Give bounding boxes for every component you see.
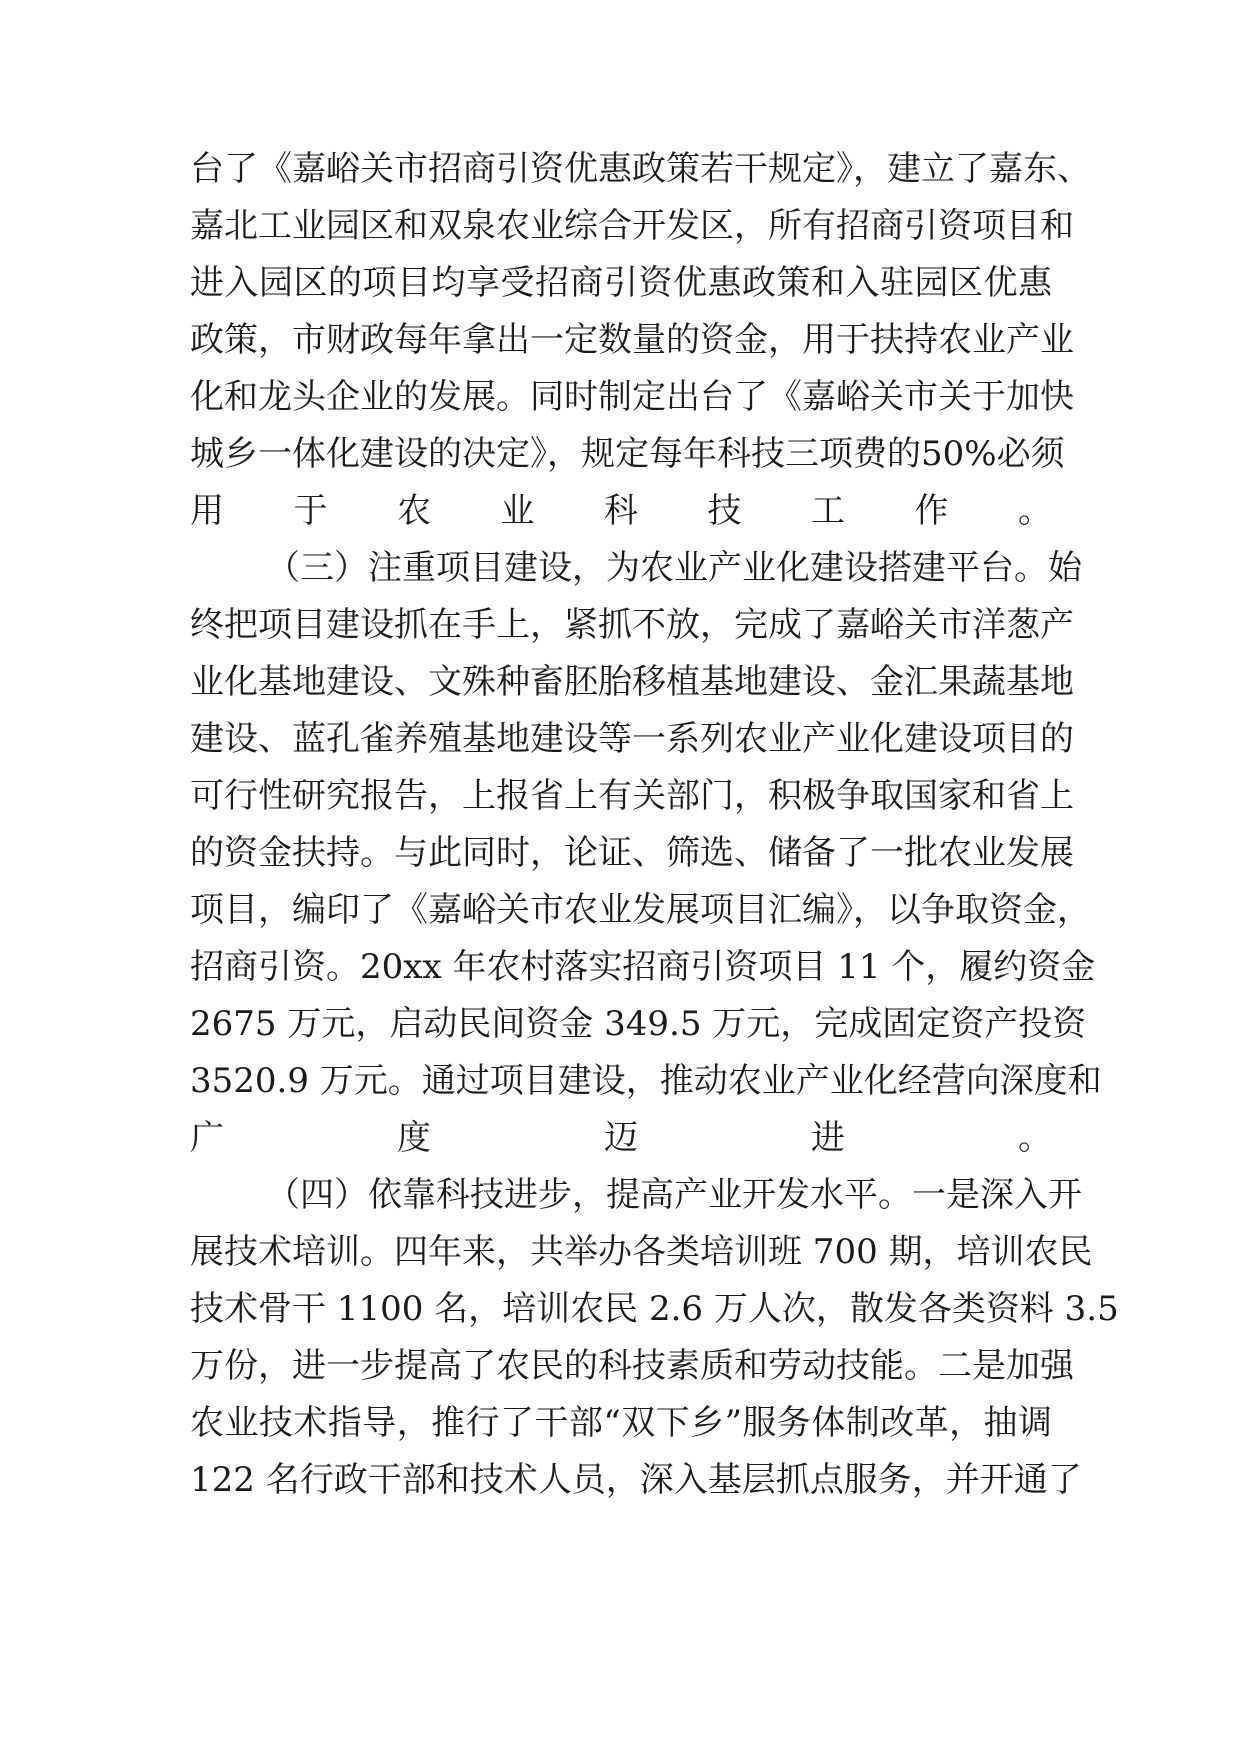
text-line (0, 196, 1241, 256)
text-line (0, 994, 1241, 1054)
text-line-content: 万份，进一步提高了农民的科技素质和劳动技能。二是加强 (190, 1346, 1074, 1386)
text-line-content: （四）依靠科技进步，提高产业开发水平。一是深入开 (266, 1175, 1082, 1215)
text-line (0, 1393, 1241, 1453)
text-line (0, 823, 1241, 883)
text-line (0, 709, 1241, 769)
text-line (0, 310, 1241, 370)
text-line-content: 农业技术指导，推行了干部“双下乡”服务体制改革，抽调 (190, 1403, 1052, 1443)
text-line-content: 终把项目建设抓在手上，紧抓不放，完成了嘉峪关市洋葱产 (190, 605, 1074, 645)
text-line-content: 122 名行政干部和技术人员，深入基层抓点服务，并开通了 (190, 1460, 1082, 1500)
text-line (0, 1222, 1241, 1282)
text-line (0, 1279, 1241, 1339)
text-line (0, 1051, 1241, 1111)
text-line-content: 项目，编印了《嘉峪关市农业发展项目汇编》，以争取资金， (190, 890, 1091, 930)
text-line-content: 政策，市财政每年拿出一定数量的资金，用于扶持农业产业 (190, 320, 1074, 360)
text-line-content: 3520.9 万元。通过项目建设，推动农业产业化经营向深度和 (190, 1061, 1102, 1101)
text-line-content: 技术骨干 1100 名，培训农民 2.6 万人次，散发各类资料 3.5 (190, 1289, 1119, 1329)
text-line (0, 937, 1241, 997)
text-line-content: 城乡一体化建设的决定》，规定每年科技三项费的50%必须 (190, 434, 1065, 474)
text-line (0, 481, 1241, 541)
text-line-content: 招商引资。20xx 年农村落实招商引资项目 11 个，履约资金 (190, 947, 1096, 987)
text-line (0, 652, 1241, 712)
text-line (0, 880, 1241, 940)
text-line-content: 台了《嘉峪关市招商引资优惠政策若干规定》，建立了嘉东、 (190, 149, 1091, 189)
text-line-content: 进入园区的项目均享受招商引资优惠政策和入驻园区优惠 (190, 263, 1052, 303)
text-line (0, 766, 1241, 826)
text-line-content: 展技术培训。四年来，共举办各类培训班 700 期，培训农民 (190, 1232, 1093, 1272)
text-line (0, 1108, 1241, 1168)
text-line (0, 139, 1241, 199)
text-line (0, 595, 1241, 655)
text-line (0, 367, 1241, 427)
text-line-content: 用于农业科技工作。 (190, 491, 1052, 531)
text-line-content: 嘉北工业园区和双泉农业综合开发区，所有招商引资项目和 (190, 206, 1074, 246)
text-line (0, 1336, 1241, 1396)
text-line-content: 2675 万元，启动民间资金 349.5 万元，完成固定资产投资 (190, 1004, 1087, 1044)
text-line-content: 可行性研究报告，上报省上有关部门，积极争取国家和省上 (190, 776, 1074, 816)
text-line-content: （三）注重项目建设，为农业产业化建设搭建平台。始 (266, 548, 1082, 588)
text-line-content: 业化基地建设、文殊种畜胚胎移植基地建设、金汇果蔬基地 (190, 662, 1074, 702)
text-line (0, 1450, 1241, 1510)
text-line-content: 建设、蓝孔雀养殖基地建设等一系列农业产业化建设项目的 (190, 719, 1074, 759)
text-line-content: 广度迈进。 (190, 1118, 1052, 1158)
paragraph-first-line (0, 1165, 1241, 1225)
text-line-content: 化和龙头企业的发展。同时制定出台了《嘉峪关市关于加快 (190, 377, 1074, 417)
paragraph-first-line (0, 538, 1241, 598)
text-line (0, 424, 1241, 484)
text-line (0, 253, 1241, 313)
text-line-content: 的资金扶持。与此同时，论证、筛选、储备了一批农业发展 (190, 833, 1074, 873)
